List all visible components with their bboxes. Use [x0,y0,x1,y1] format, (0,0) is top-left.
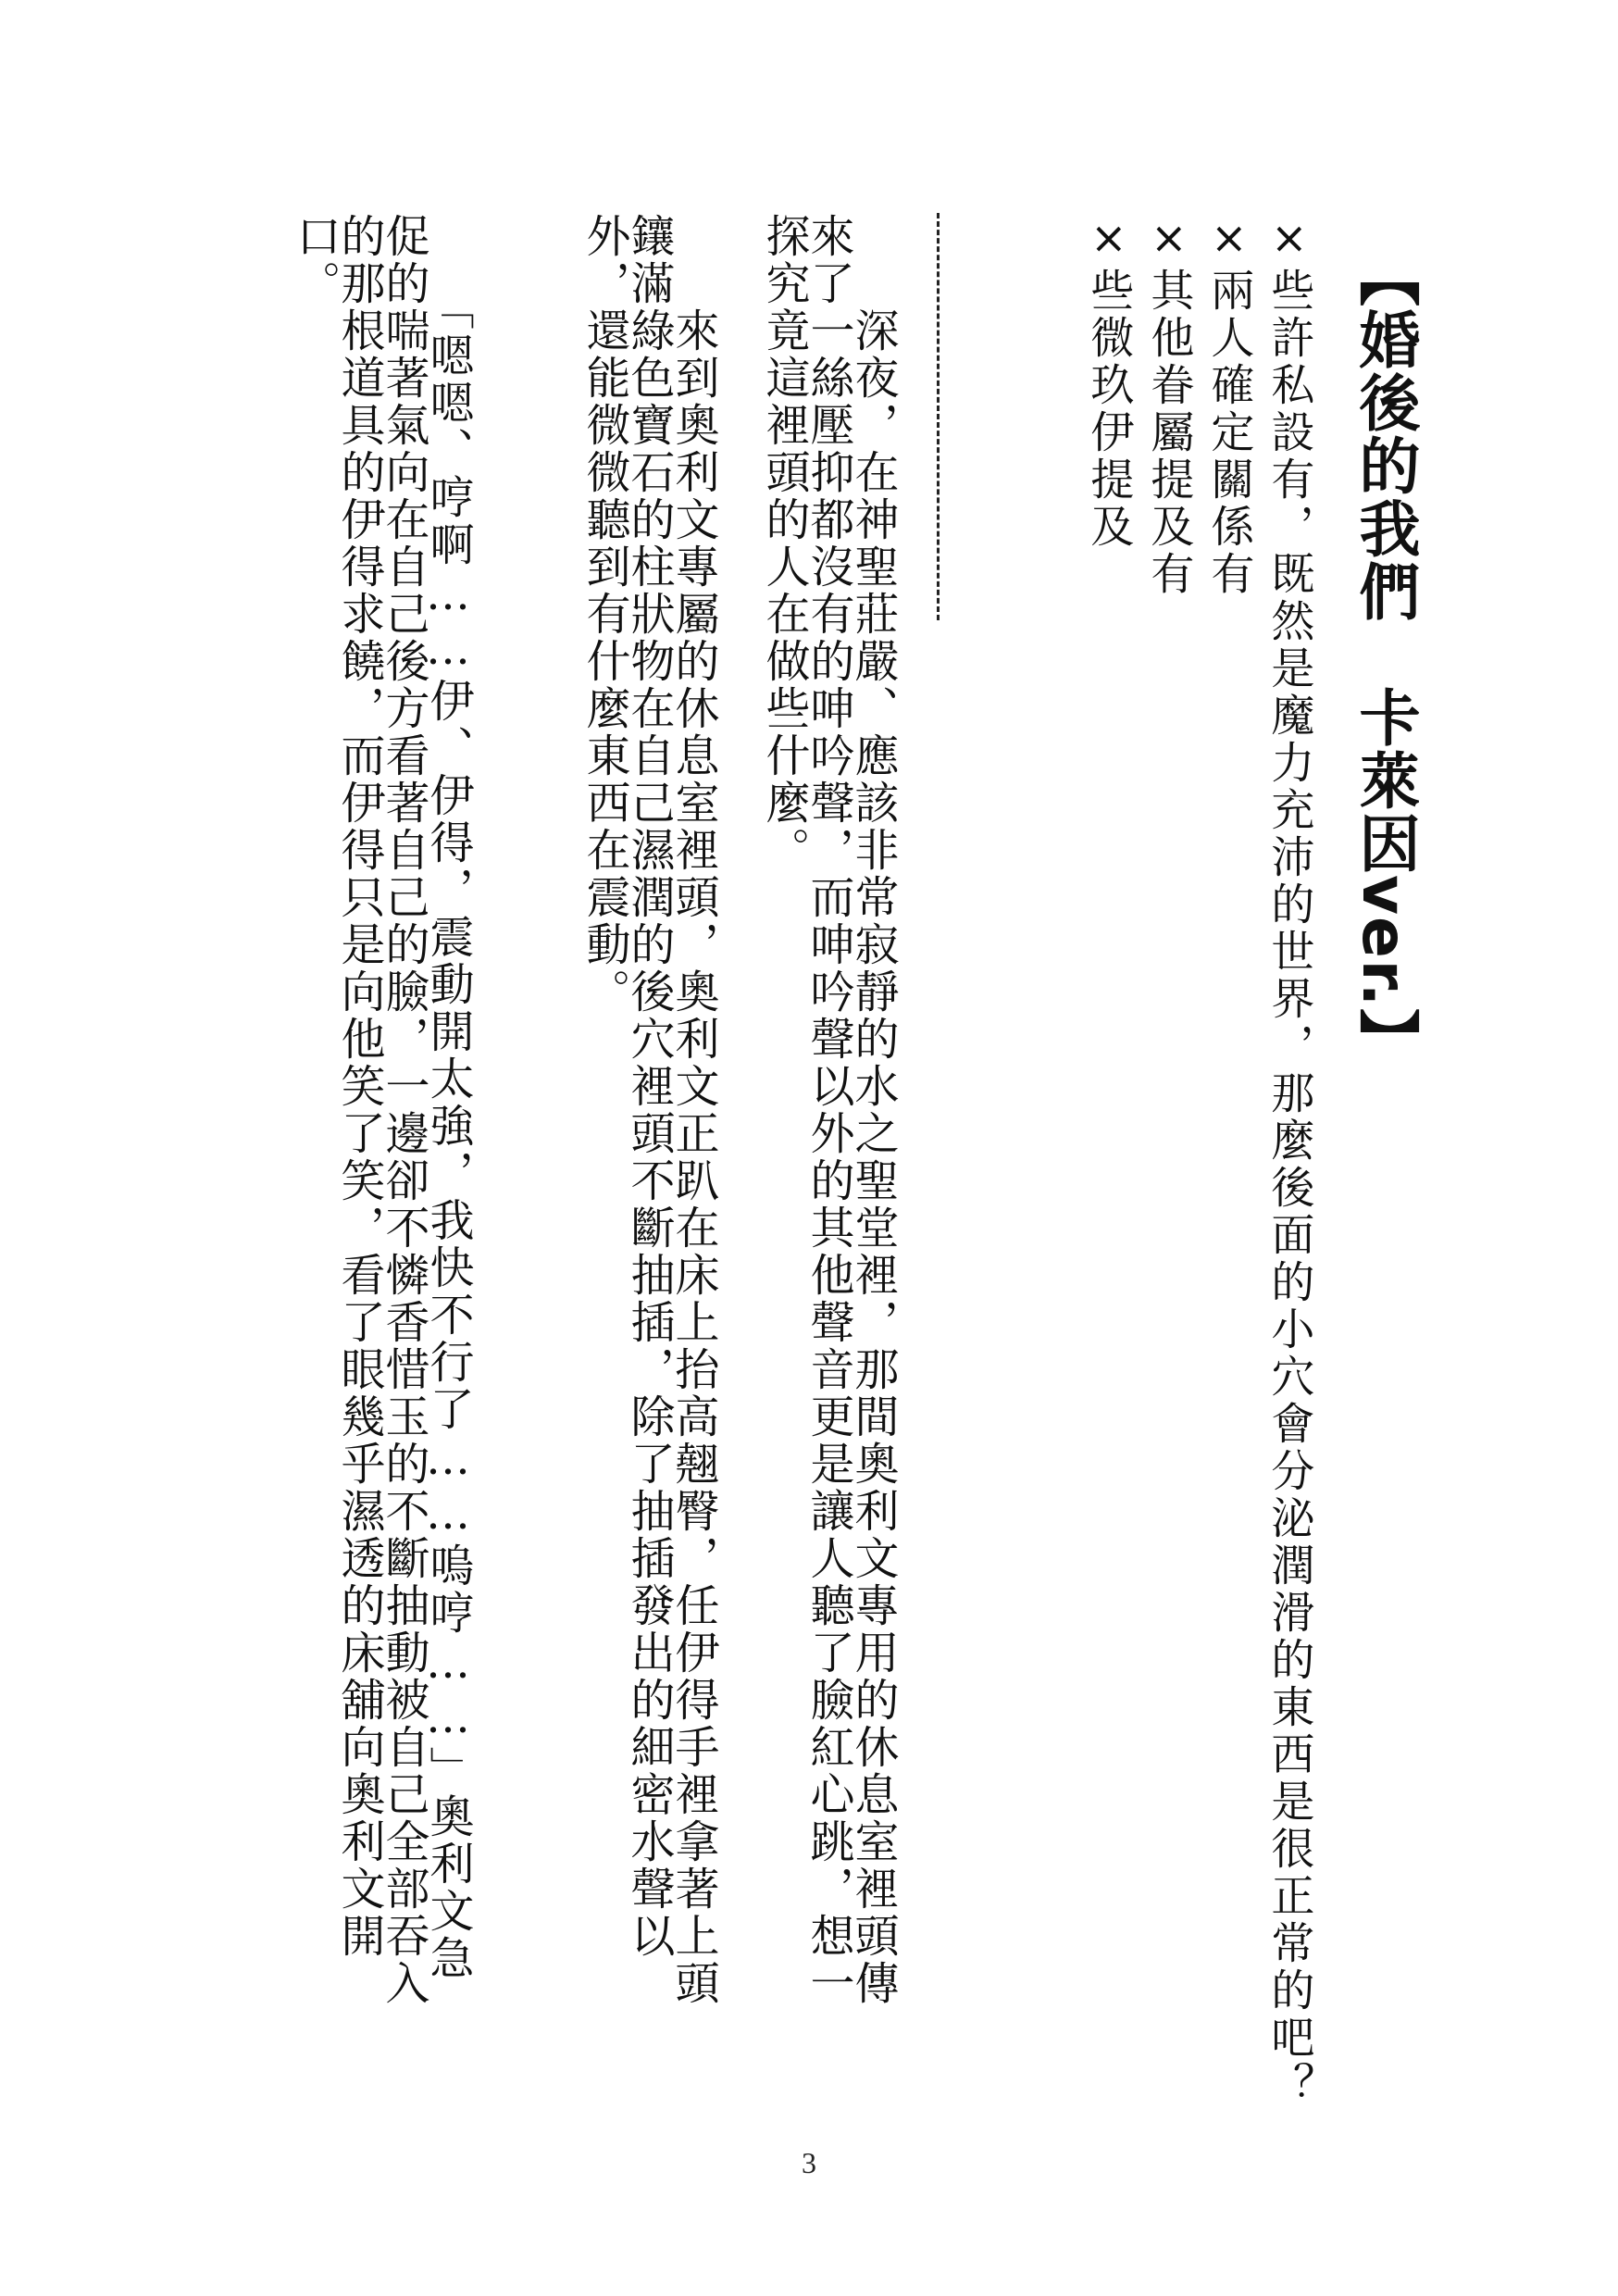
section-separator [937,213,947,620]
chapter-title-close: 】 [1349,1008,1420,1071]
warning-note: ×些微玖伊提及 [1083,213,1135,551]
chapter-title-main: 【婚後的我們 卡萊因 [1349,245,1420,875]
chapter-title-version: ver. [1349,875,1420,1008]
page-number: 3 [802,2146,816,2179]
body-paragraph: 「嗯嗯、哼啊……伊、伊得，震動開太強，我快不行了……嗚哼……」奧利文急促的喘著氣向在自己後方看著自己的臉，一邊卻不憐香惜玉的不斷抽動被自己全部吞入的那根道具的伊得求饒，而伊得只是向他笑了笑，看了眼幾乎濕透的床舖向奧利文開口。 [289,213,474,2007]
warning-note: ×兩人確定關係有 [1203,213,1255,598]
body-paragraph: 深夜，在神聖莊嚴、應該非常寂靜的水之聖堂裡，那間奧利文專用的休息室裡頭傳來了一絲壓抑都沒有的呻吟聲，而呻吟聲以外的其他聲音更是讓人聽了臉紅心跳，想一探究竟這裡頭的人在做些什麼。 [758,213,899,2007]
warning-note: ×些許私設有，既然是魔力充沛的世界，那麼後面的小穴會分泌潤滑的東西是很正常的吧？ [1263,213,1315,2109]
body-paragraph: 來到奧利文專屬的休息室裡頭，奧利文正趴在床上抬高翹臀，任伊得手裡拿著上頭鑲滿綠色寶石的柱狀物在自己濕潤的後穴裡頭不斷抽插，除了抽插發出的細密水聲以外，還能微微聽到有什麼東西在震動。 [579,213,719,2007]
warning-note: ×其他眷屬提及有 [1143,213,1195,598]
chapter-title [1349,245,1420,1071]
